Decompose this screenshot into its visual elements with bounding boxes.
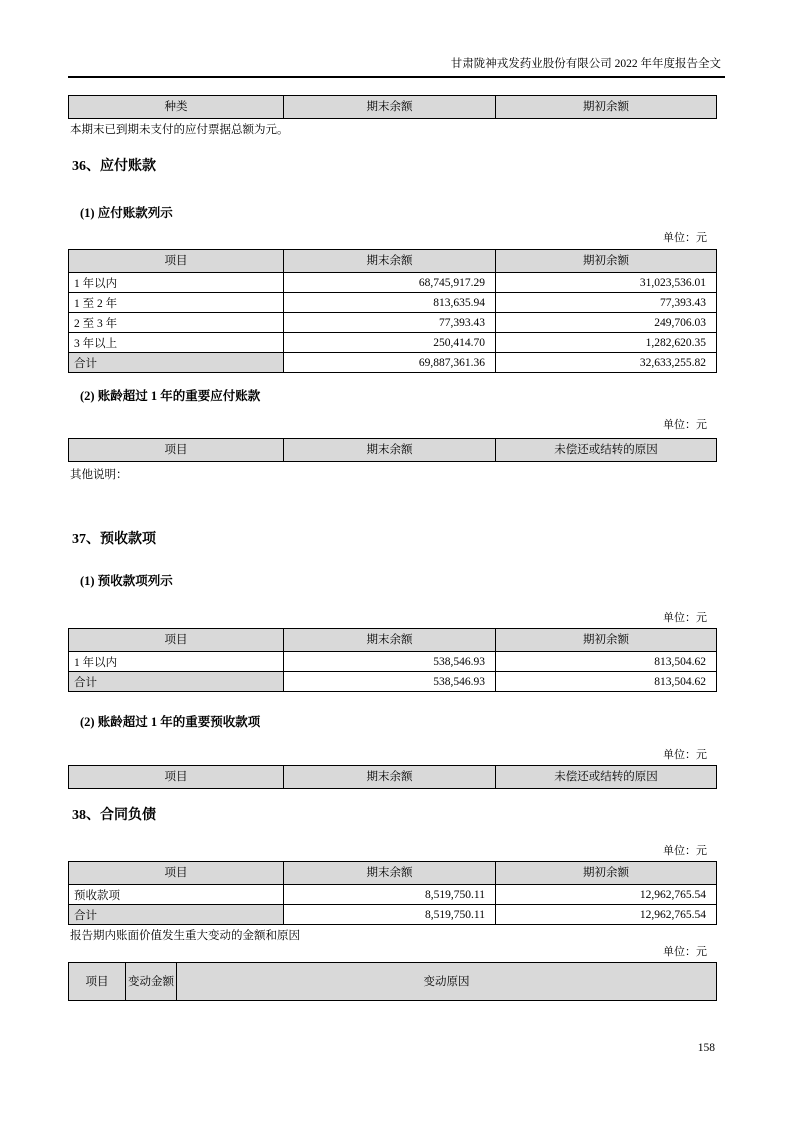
advance-receipts-table bbox=[68, 628, 717, 692]
table-header-row bbox=[69, 629, 717, 652]
col-header-item: 项目 bbox=[69, 766, 284, 789]
table-header-row bbox=[69, 439, 717, 462]
ending-balance-value: 250,414.70 bbox=[284, 333, 496, 353]
beginning-balance-value: 813,504.62 bbox=[496, 652, 717, 672]
contract-liabilities-table bbox=[68, 861, 717, 925]
header-divider bbox=[68, 76, 725, 78]
col-header-change-amount: 变动金额 bbox=[126, 963, 177, 1001]
section-37-sub2-title: (2) 账龄超过 1 年的重要预收款项 bbox=[80, 715, 261, 729]
beginning-balance-value: 77,393.43 bbox=[496, 293, 717, 313]
col-header-beginning-balance: 期初余额 bbox=[496, 862, 717, 885]
total-label: 合计 bbox=[69, 672, 284, 692]
document-title: 甘肃陇神戎发药业股份有限公司 2022 年年度报告全文 bbox=[450, 58, 721, 70]
col-header-item: 项目 bbox=[69, 439, 284, 462]
total-label: 合计 bbox=[69, 353, 284, 373]
col-header-change-reason: 变动原因 bbox=[177, 963, 717, 1001]
col-header-category: 种类 bbox=[69, 96, 284, 119]
row-label: 1 年以内 bbox=[69, 652, 284, 672]
ending-balance-value: 68,745,917.29 bbox=[284, 273, 496, 293]
col-header-ending-balance: 期末余额 bbox=[284, 862, 496, 885]
col-header-ending-balance: 期末余额 bbox=[284, 250, 496, 273]
unit-label: 单位：元 bbox=[663, 419, 707, 431]
col-header-unpaid-reason: 未偿还或结转的原因 bbox=[496, 439, 717, 462]
table-row bbox=[69, 885, 717, 905]
col-header-ending-balance: 期末余额 bbox=[284, 766, 496, 789]
total-row bbox=[69, 353, 717, 373]
col-header-ending-balance: 期末余额 bbox=[284, 96, 496, 119]
accounts-payable-aging-table bbox=[68, 249, 717, 373]
col-header-item: 项目 bbox=[69, 250, 284, 273]
col-header-unpaid-reason: 未偿还或结转的原因 bbox=[496, 766, 717, 789]
section-37-sub1-title: (1) 预收款项列示 bbox=[80, 574, 173, 588]
unit-label: 单位：元 bbox=[663, 232, 707, 244]
table-header-row bbox=[69, 766, 717, 789]
table-header-row bbox=[69, 963, 717, 1001]
beginning-balance-value: 249,706.03 bbox=[496, 313, 717, 333]
total-row bbox=[69, 905, 717, 925]
row-label: 1 年以内 bbox=[69, 273, 284, 293]
table-row bbox=[69, 273, 717, 293]
change-note: 报告期内账面价值发生重大变动的金额和原因 bbox=[70, 930, 300, 942]
col-header-item: 项目 bbox=[69, 963, 126, 1001]
unit-label: 单位：元 bbox=[663, 946, 707, 958]
total-row bbox=[69, 672, 717, 692]
change-reason-table bbox=[68, 962, 717, 1001]
total-label: 合计 bbox=[69, 905, 284, 925]
total-beginning-balance: 813,504.62 bbox=[496, 672, 717, 692]
ending-balance-value: 813,635.94 bbox=[284, 293, 496, 313]
col-header-beginning-balance: 期初余额 bbox=[496, 629, 717, 652]
col-header-beginning-balance: 期初余额 bbox=[496, 250, 717, 273]
col-header-beginning-balance: 期初余额 bbox=[496, 96, 717, 119]
section-36-title: 36、应付账款 bbox=[72, 159, 156, 174]
important-advance-receipts-table bbox=[68, 765, 717, 789]
col-header-item: 项目 bbox=[69, 629, 284, 652]
unit-label: 单位：元 bbox=[663, 612, 707, 624]
table-header-row bbox=[69, 250, 717, 273]
section-37-title: 37、预收款项 bbox=[72, 532, 156, 547]
beginning-balance-value: 31,023,536.01 bbox=[496, 273, 717, 293]
total-ending-balance: 8,519,750.11 bbox=[284, 905, 496, 925]
beginning-balance-value: 1,282,620.35 bbox=[496, 333, 717, 353]
notes-payable-table bbox=[68, 95, 717, 119]
table-row bbox=[69, 293, 717, 313]
unit-label: 单位：元 bbox=[663, 845, 707, 857]
section-38-title: 38、合同负债 bbox=[72, 808, 156, 823]
unit-label: 单位：元 bbox=[663, 749, 707, 761]
table-row bbox=[69, 652, 717, 672]
section-36-sub1-title: (1) 应付账款列示 bbox=[80, 206, 173, 220]
table-header-row bbox=[69, 96, 717, 119]
ending-balance-value: 8,519,750.11 bbox=[284, 885, 496, 905]
section-36-sub2-title: (2) 账龄超过 1 年的重要应付账款 bbox=[80, 389, 261, 403]
ending-balance-value: 538,546.93 bbox=[284, 652, 496, 672]
important-accounts-payable-table bbox=[68, 438, 717, 462]
table-header-row bbox=[69, 862, 717, 885]
notes-payable-footnote: 本期末已到期未支付的应付票据总额为元。 bbox=[70, 124, 289, 136]
table-row bbox=[69, 333, 717, 353]
total-ending-balance: 69,887,361.36 bbox=[284, 353, 496, 373]
row-label: 2 至 3 年 bbox=[69, 313, 284, 333]
document-header bbox=[68, 0, 725, 72]
col-header-item: 项目 bbox=[69, 862, 284, 885]
ending-balance-value: 77,393.43 bbox=[284, 313, 496, 333]
table-row bbox=[69, 313, 717, 333]
page-number: 158 bbox=[697, 1042, 715, 1054]
col-header-ending-balance: 期末余额 bbox=[284, 439, 496, 462]
col-header-ending-balance: 期末余额 bbox=[284, 629, 496, 652]
total-ending-balance: 538,546.93 bbox=[284, 672, 496, 692]
row-label: 预收款项 bbox=[69, 885, 284, 905]
beginning-balance-value: 12,962,765.54 bbox=[496, 885, 717, 905]
total-beginning-balance: 12,962,765.54 bbox=[496, 905, 717, 925]
row-label: 1 至 2 年 bbox=[69, 293, 284, 313]
other-note-label: 其他说明： bbox=[70, 469, 128, 481]
row-label: 3 年以上 bbox=[69, 333, 284, 353]
total-beginning-balance: 32,633,255.82 bbox=[496, 353, 717, 373]
